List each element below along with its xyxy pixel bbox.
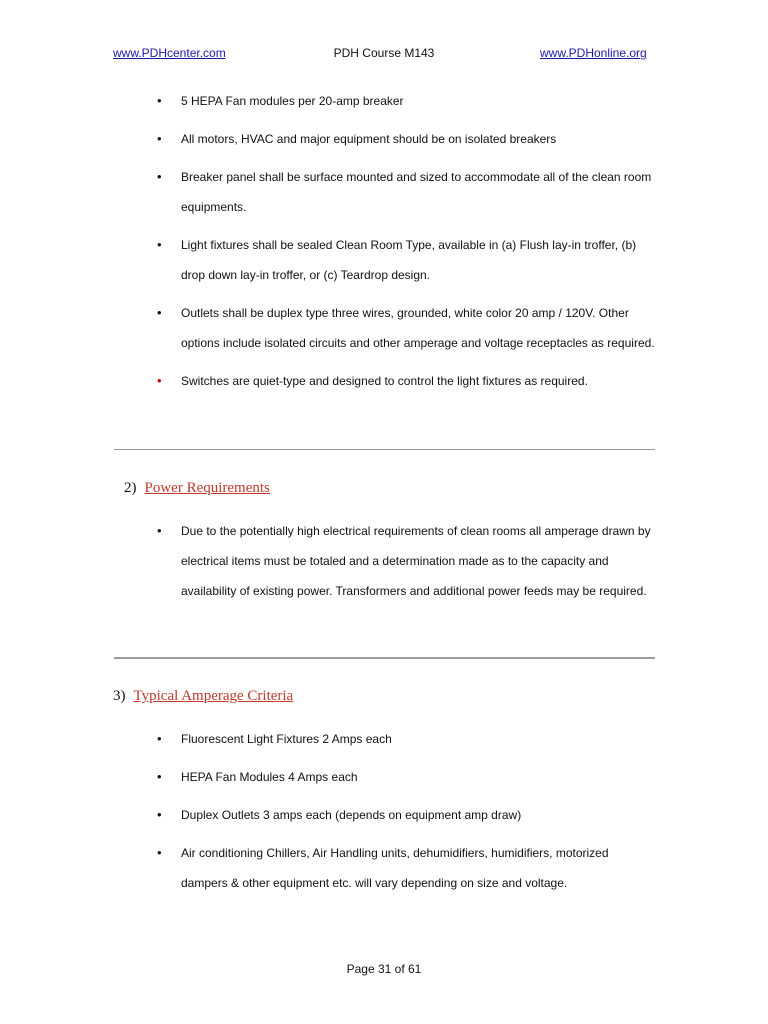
section3-heading	[113, 688, 293, 705]
page-header	[0, 46, 768, 66]
list-item	[0, 724, 768, 754]
list-item	[0, 366, 768, 396]
list-item-text: Duplex Outlets 3 amps each (depends on equipment amp draw)	[181, 808, 522, 822]
list-item	[0, 800, 768, 830]
section-divider	[114, 657, 655, 659]
red-bullet-icon: •	[157, 373, 162, 388]
section2-number: 2)	[124, 480, 137, 496]
list-item	[0, 86, 768, 116]
pdhcenter-link[interactable]: www.PDHcenter.com	[113, 46, 226, 60]
bullet-icon: •	[157, 807, 162, 822]
list-item-text: Breaker panel shall be surface mounted and sized to accommodate all of the clean room equipments.	[181, 170, 652, 214]
pdhonline-link[interactable]: www.PDHonline.org	[540, 46, 647, 60]
list-item-text: Outlets shall be duplex type three wires, grounded, white color 20 amp / 120V. Other options include isolated circuits and other amperage and voltage receptacles as required.	[181, 306, 655, 350]
page-number: Page 31 of 61	[346, 962, 422, 976]
section2-title: Power Requirements	[144, 480, 270, 496]
list-item	[0, 230, 768, 290]
bullet-icon: •	[157, 731, 162, 746]
course-title: PDH Course M143	[333, 46, 435, 60]
bullet-icon: •	[157, 237, 162, 252]
list-item	[0, 516, 768, 606]
list-item-text: Switches are quiet-type and designed to control the light fixtures as required.	[181, 374, 588, 388]
list-item-text: Air conditioning Chillers, Air Handling units, dehumidifiers, humidifiers, motorized dampers & other equipment etc. will vary depending on size and voltage.	[181, 846, 609, 890]
list-item	[0, 838, 768, 898]
bullet-icon: •	[157, 93, 162, 108]
list-item	[0, 298, 768, 358]
list-item-text: Fluorescent Light Fixtures 2 Amps each	[181, 732, 392, 746]
list-item-text: Light fixtures shall be sealed Clean Room Type, available in (a) Flush lay-in troffer, (b) drop down lay-in troffer, or (c) Teardrop design.	[181, 238, 637, 282]
bullet-icon: •	[157, 845, 162, 860]
list-item-text: HEPA Fan Modules 4 Amps each	[181, 770, 358, 784]
list-item-text: 5 HEPA Fan modules per 20-amp breaker	[181, 94, 404, 108]
section2-heading	[124, 480, 270, 497]
list-item	[0, 762, 768, 792]
list-item-text: Due to the potentially high electrical requirements of clean rooms all amperage drawn by electrical items must be totaled and a determination made as to the capacity and availability of existing power. Transformers and additional power feeds may be required.	[181, 524, 651, 598]
section3-title: Typical Amperage Criteria	[133, 688, 294, 704]
bullet-icon: •	[157, 169, 162, 184]
list-item	[0, 124, 768, 154]
list-item	[0, 162, 768, 222]
section3-bullet-list	[0, 724, 768, 898]
section-divider	[114, 449, 655, 450]
bullet-icon: •	[157, 305, 162, 320]
section2-bullet-list	[0, 516, 768, 606]
section3-number: 3)	[113, 688, 126, 704]
list-item-text: All motors, HVAC and major equipment should be on isolated breakers	[181, 132, 557, 146]
bullet-icon: •	[157, 131, 162, 146]
bullet-icon: •	[157, 769, 162, 784]
section1-bullet-list	[0, 86, 768, 396]
bullet-icon: •	[157, 523, 162, 538]
